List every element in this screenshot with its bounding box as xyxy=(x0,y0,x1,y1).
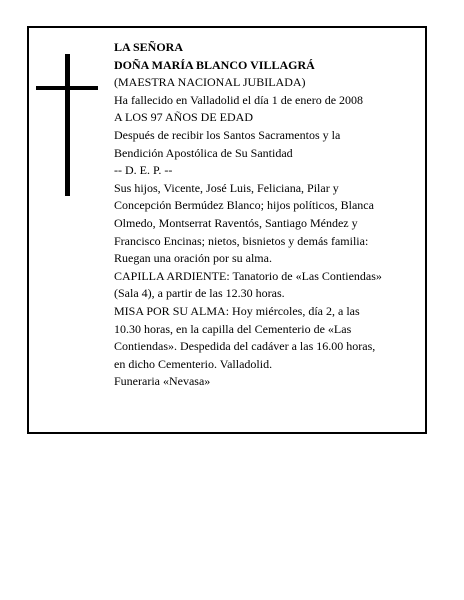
cross-icon xyxy=(36,54,98,196)
mass-line-1: MISA POR SU ALMA: Hoy miércoles, día 2, a las xyxy=(114,303,360,318)
cross-vertical-bar xyxy=(65,54,70,196)
chapel-line-1: CAPILLA ARDIENTE: Tanatorio de «Las Contiendas» xyxy=(114,268,382,283)
family-line-1: Sus hijos, Vicente, José Luis, Feliciana, Pilar y xyxy=(114,180,339,195)
family-line-3: Olmedo, Montserrat Raventós, Santiago Méndez y xyxy=(114,215,358,230)
deceased-name: DOÑA MARÍA BLANCO VILLAGRÁ xyxy=(114,57,315,72)
title-line: LA SEÑORA xyxy=(114,40,184,54)
sacraments-line-2: Bendición Apostólica de Su Santidad xyxy=(114,145,293,160)
mass-line-3: Contiendas». Despedida del cadáver a las 16.00 horas, xyxy=(114,339,376,354)
mass-line-4: en dicho Cementerio. Valladolid. xyxy=(114,356,273,371)
obituary-text xyxy=(114,39,426,391)
funeral-home-line: Funeraria «Nevasa» xyxy=(114,374,211,389)
occupation-line: (MAESTRA NACIONAL JUBILADA) xyxy=(114,75,306,90)
family-line-2: Concepción Bermúdez Blanco; hijos políticos, Blanca xyxy=(114,198,374,213)
sacraments-line-1: Después de recibir los Santos Sacramentos y la xyxy=(114,127,341,142)
prayer-line: Ruegan una oración por su alma. xyxy=(114,251,272,266)
chapel-line-2: (Sala 4), a partir de las 12.30 horas. xyxy=(114,286,285,301)
cross-horizontal-bar xyxy=(36,86,98,90)
death-date-line: Ha fallecido en Valladolid el día 1 de enero de 2008 xyxy=(114,92,364,107)
family-line-4: Francisco Encinas; nietos, bisnietos y demás familia: xyxy=(114,233,369,248)
mass-line-2: 10.30 horas, en la capilla del Cementerio de «Las xyxy=(114,321,352,336)
age-line: A LOS 97 AÑOS DE EDAD xyxy=(114,110,254,125)
rip-line: -- D. E. P. -- xyxy=(114,163,173,178)
